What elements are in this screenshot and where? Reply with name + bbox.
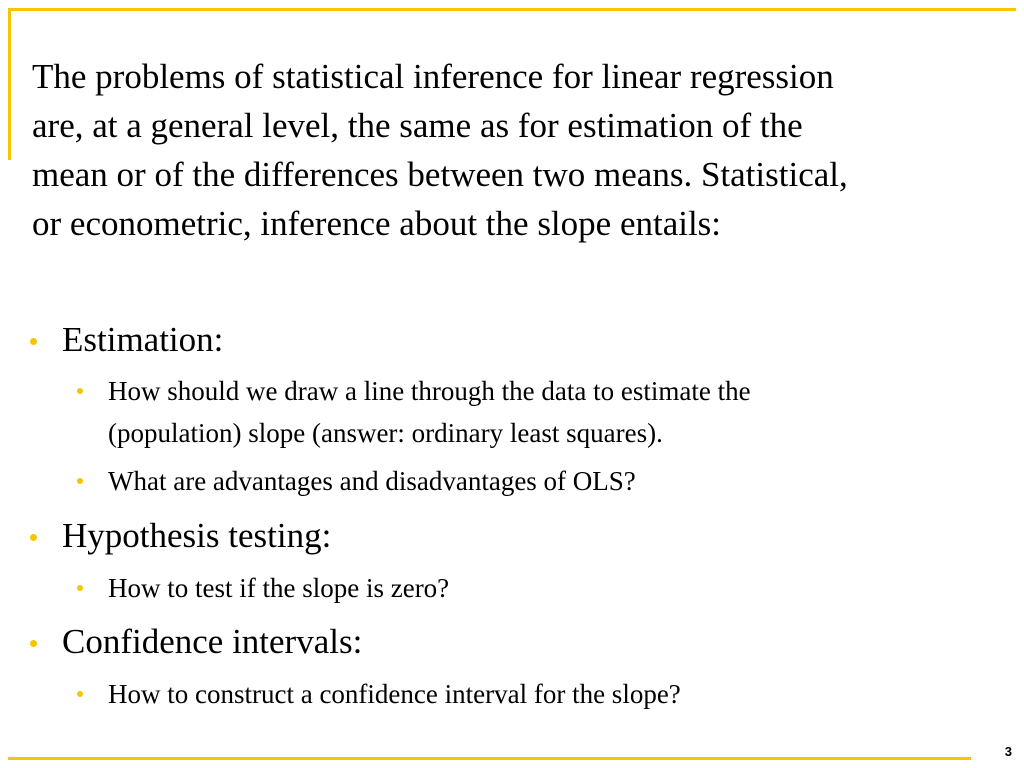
subpoint-line: How to test if the slope is zero? (108, 573, 450, 603)
bottom-accent-rule (8, 757, 971, 760)
topic-heading: Estimation: (62, 320, 224, 359)
intro-line: mean or of the differences between two means. Statistical, (32, 155, 848, 194)
bullet-icon (77, 585, 83, 591)
subpoint-line: What are advantages and disadvantages of OLS? (108, 466, 636, 496)
bullet-icon (30, 534, 37, 541)
subpoint-line: (population) slope (answer: ordinary least squares). (108, 418, 663, 448)
topic-heading: Hypothesis testing: (62, 516, 332, 555)
intro-line: The problems of statistical inference for linear regression (32, 57, 834, 96)
intro-line: or econometric, inference about the slope entails: (32, 204, 722, 243)
page-number: 3 (1004, 744, 1012, 759)
topic-heading: Confidence intervals: (62, 622, 363, 661)
intro-line: are, at a general level, the same as for estimation of the (32, 106, 803, 145)
bullet-icon (30, 640, 37, 647)
subpoint-line: How to construct a confidence interval for the slope? (108, 679, 681, 709)
bullet-icon (30, 338, 37, 345)
subpoint-line: How should we draw a line through the data to estimate the (108, 376, 751, 406)
bullet-icon (77, 388, 83, 394)
bullet-icon (77, 478, 83, 484)
bullet-icon (77, 691, 83, 697)
